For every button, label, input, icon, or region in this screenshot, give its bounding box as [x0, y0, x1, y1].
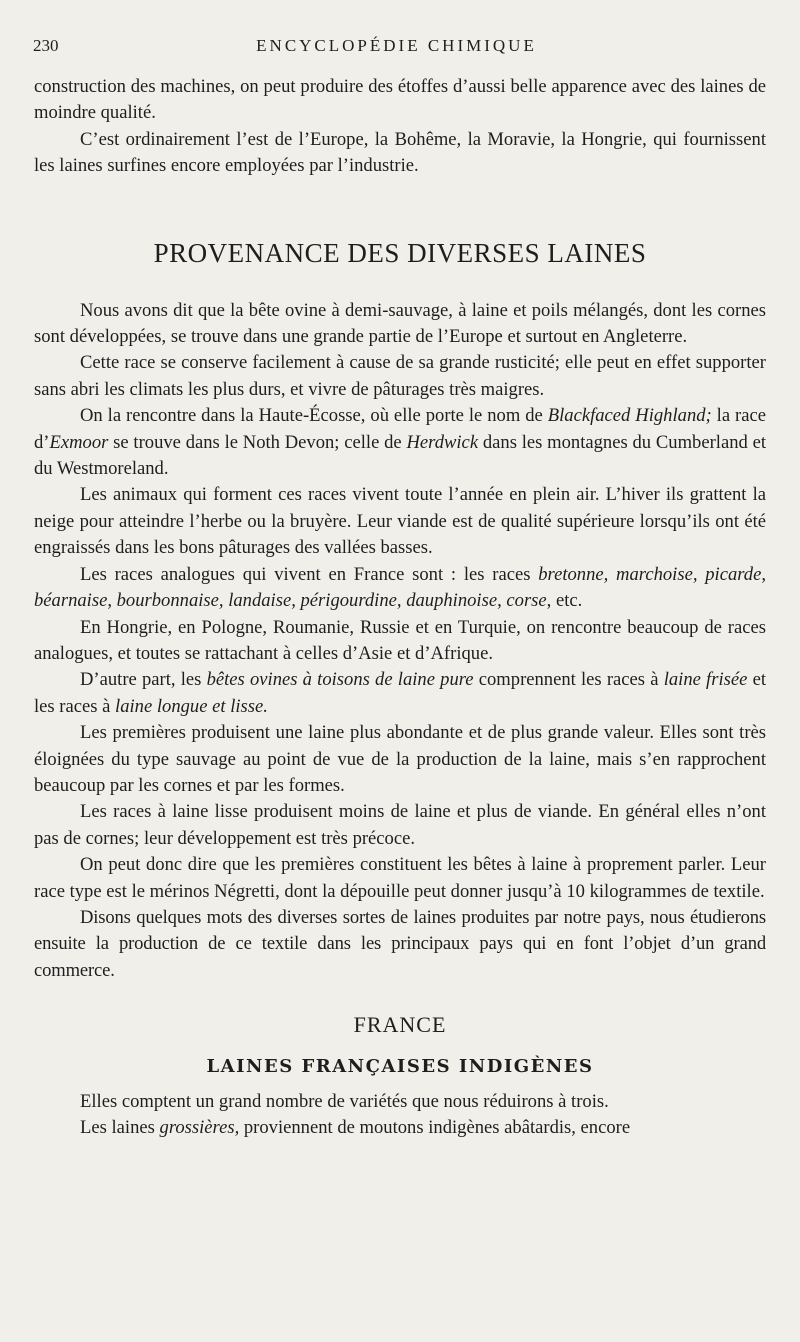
- text-span: Les laines: [80, 1117, 160, 1138]
- running-header: [33, 36, 760, 56]
- paragraph: Les races à laine lisse produisent moins de laine et plus de viande. En général elles n’ont pas de cornes; leur développement est très précoce.: [34, 801, 766, 849]
- section-heading: PROVENANCE DES DIVERSES LAINES: [153, 237, 647, 268]
- text-span: D’autre part, les: [80, 669, 207, 691]
- text-span: la race d’: [34, 405, 766, 453]
- paragraph: Nous avons dit que la bête ovine à demi-sauvage, à laine et poils mélangés, dont les cornes sont développées, se trouve dans une grande partie de l’Europe et surtout en Angleterre.: [34, 299, 766, 348]
- paragraph: [34, 403, 766, 482]
- page-body: [34, 74, 766, 1141]
- section-heading: FRANCE: [353, 1012, 447, 1038]
- italic-term: grossières,: [159, 1117, 240, 1138]
- paragraph: En Hongrie, en Pologne, Roumanie, Russie et en Turquie, on rencontre beaucoup de races analogues, et toutes se rattachant à celles d’Asie et d’Afrique.: [34, 616, 766, 664]
- paragraph: [34, 562, 766, 615]
- italic-term: laine frisée: [663, 669, 748, 691]
- paragraph: On peut donc dire que les premières constituent les bêtes à laine à proprement parler. Leur race type est le mérinos Négretti, dont la dépouille peut donner jusqu’à 10 kilogrammes de textile.: [34, 854, 766, 902]
- page-number: 230: [33, 36, 59, 55]
- text-span: proviennent de moutons indigènes abâtardis, encore: [239, 1117, 631, 1138]
- italic-breed-list: bretonne, marchoise, picarde, béarnaise, bourbonnaise, landaise, périgourdine, dauphinoise, corse: [34, 563, 767, 612]
- paragraph: Les animaux qui forment ces races vivent toute l’année en plein air. L’hiver ils grattent la neige pour atteindre l’herbe ou la bruyère. Leur viande est de qualité supérieure lorsqu’ils ont été engraissés dans les bons pâturages des vallées basses.: [34, 484, 766, 559]
- text-span: se trouve dans le Noth Devon; celle de: [108, 431, 407, 453]
- italic-term: bêtes ovines à toisons de laine pure: [206, 669, 474, 691]
- italic-breed-name: Exmoor: [49, 431, 109, 453]
- text-span: Les races analogues qui vivent en France sont : les races: [80, 563, 539, 585]
- text-span: On la rencontre dans la Haute-Écosse, où elle porte le nom de: [80, 405, 548, 427]
- italic-term: laine longue et lisse.: [115, 695, 268, 717]
- paragraph: [34, 1115, 766, 1141]
- paragraph: [34, 667, 766, 720]
- paragraph: Les premières produisent une laine plus abondante et de plus grande valeur. Elles sont très éloignées du type sauvage au point de vue de la production de la laine, mais s’en rapprochent beaucoup par les cornes et par les formes.: [34, 722, 766, 796]
- paragraph: Disons quelques mots des diverses sortes de laines produites par notre pays, nous étudierons ensuite la production de ce textile dans les principaux pays qui en font l’objet d’un grand commerce.: [34, 906, 766, 981]
- italic-breed-name: Herdwick: [406, 431, 479, 453]
- italic-breed-name: Blackfaced Highland;: [547, 405, 712, 427]
- paragraph: construction des machines, on peut produire des étoffes d’aussi belle apparence avec des laines de moindre qualité.: [34, 76, 766, 124]
- paragraph: Elles comptent un grand nombre de variétés que nous réduirons à trois.: [80, 1090, 609, 1112]
- paragraph: C’est ordinairement l’est de l’Europe, la Bohême, la Moravie, la Hongrie, qui fournissent les laines surfines encore employées par l’industrie.: [34, 128, 766, 177]
- text-span: , etc.: [546, 590, 583, 612]
- subsection-heading: LAINES FRANÇAISES INDIGÈNES: [206, 1056, 594, 1078]
- text-span: et les races à: [34, 669, 766, 717]
- text-span: comprennent les races à: [473, 669, 664, 691]
- text-span: dans les montagnes du Cumberland et du Westmoreland.: [34, 431, 766, 480]
- running-title: ENCYCLOPÉDIE CHIMIQUE: [256, 36, 537, 55]
- paragraph: Cette race se conserve facilement à cause de sa grande rusticité; elle peut en effet supporter sans abri les climats les plus durs, et vivre de pâturages très maigres.: [34, 352, 766, 400]
